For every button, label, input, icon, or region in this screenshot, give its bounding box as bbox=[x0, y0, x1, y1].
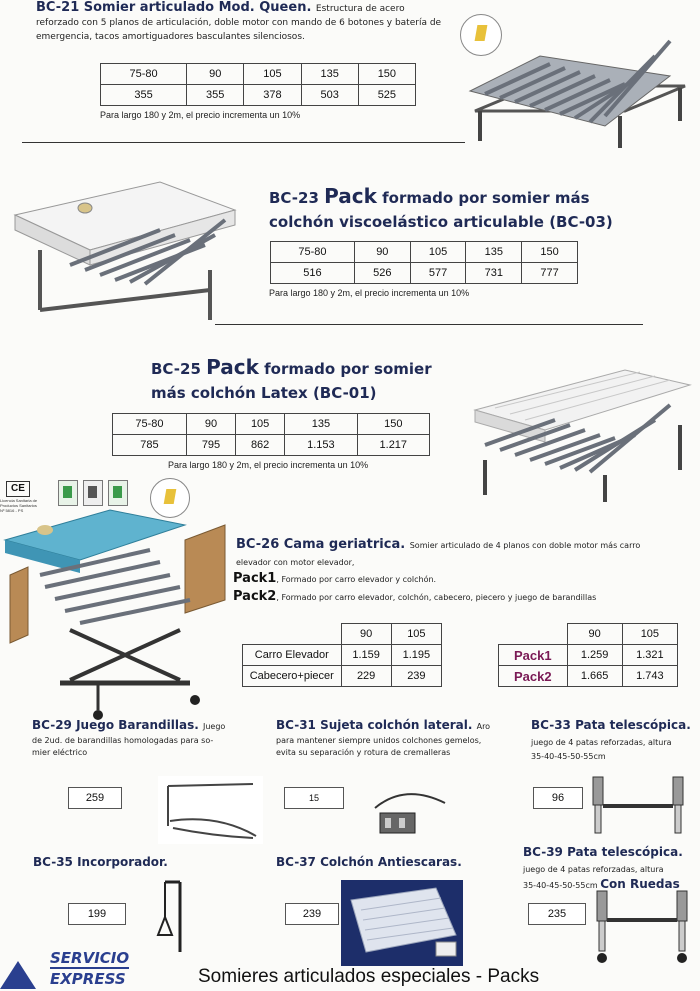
table-cell: 75-80 bbox=[101, 64, 187, 85]
bc26-title: BC-26 Cama geriatrica. Somier articulado de 4 planos con doble motor más carro bbox=[236, 537, 641, 552]
table-cell: 1.743 bbox=[622, 666, 677, 687]
table-cell: 862 bbox=[236, 435, 285, 456]
bc23-note: Para largo 180 y 2m, el precio incrementa un 10% bbox=[269, 288, 470, 298]
table-cell: 105 bbox=[622, 624, 677, 645]
bc31-price: 15 bbox=[284, 787, 344, 809]
bc39-leg-image bbox=[592, 888, 692, 968]
bc26-pack2-line: Pack2, Formado por carro elevador, colchón, cabecero, piecero y juego de barandillas bbox=[233, 589, 597, 604]
bc39-title: BC-39 Pata telescópica. bbox=[523, 845, 683, 859]
table-cell: 105 bbox=[410, 242, 466, 263]
bc26-bed-image bbox=[0, 505, 235, 725]
table-cell: 229 bbox=[341, 666, 391, 687]
table-cell: 785 bbox=[113, 435, 187, 456]
table-cell: 516 bbox=[271, 263, 355, 284]
table-cell: 90 bbox=[187, 64, 244, 85]
table-cell: 239 bbox=[391, 666, 441, 687]
bc33-desc: juego de 4 patas reforzadas, altura 35-40-45-50-55cm bbox=[531, 738, 672, 761]
table-cell: 777 bbox=[522, 263, 578, 284]
table-cell: 1.321 bbox=[622, 645, 677, 666]
table-cell: Carro Elevador bbox=[243, 645, 342, 666]
bc33-price: 96 bbox=[533, 787, 583, 809]
bc23-bed-image bbox=[10, 170, 260, 335]
bc31-title: BC-31 Sujeta colchón lateral. Aro bbox=[276, 718, 491, 732]
table-cell: 90 bbox=[341, 624, 391, 645]
table-cell bbox=[499, 624, 568, 645]
bc35-price: 199 bbox=[68, 903, 126, 925]
table-cell: 135 bbox=[285, 414, 357, 435]
bc26-desc-1: Somier articulado de 4 planos con doble motor más carro bbox=[409, 541, 641, 550]
bc39-desc: juego de 4 patas reforzadas, altura 35-40-45-50-55cm Con Ruedas bbox=[523, 865, 680, 891]
cert-badge-icon bbox=[83, 480, 103, 506]
bc33-leg-image bbox=[588, 772, 688, 840]
table-cell: 1.217 bbox=[357, 435, 429, 456]
table-cell: 795 bbox=[186, 435, 235, 456]
bc25-bed-image bbox=[455, 350, 700, 505]
cert-badge-icon bbox=[108, 480, 128, 506]
bc21-desc-3: emergencia, tacos amortiguadores basculantes silenciosos. bbox=[36, 32, 305, 42]
table-cell: 105 bbox=[236, 414, 285, 435]
bc26-right-table bbox=[498, 623, 678, 687]
table-cell: 526 bbox=[354, 263, 410, 284]
bc29-price: 259 bbox=[68, 787, 122, 809]
ce-mark-icon: CE bbox=[6, 481, 30, 497]
bc35-title: BC-35 Incorporador. bbox=[33, 855, 168, 869]
bc31-desc: para mantener siempre unidos colchones gemelos, evita su separación y rotura de cremalleras bbox=[276, 736, 482, 757]
table-cell: 1.195 bbox=[391, 645, 441, 666]
logo-arrow-icon bbox=[0, 961, 36, 989]
table-cell: 355 bbox=[101, 85, 187, 106]
bc26-left-table bbox=[242, 623, 442, 687]
bc25-title: BC-25 Pack formado por somier más colchón Latex (BC-01) bbox=[151, 355, 432, 402]
table-cell: 378 bbox=[244, 85, 301, 106]
table-cell: 150 bbox=[358, 64, 415, 85]
table-cell bbox=[243, 624, 342, 645]
table-cell: 105 bbox=[391, 624, 441, 645]
table-cell: Pack1 bbox=[499, 645, 568, 666]
bc26-desc-2: elevador con motor elevador, bbox=[236, 558, 355, 567]
bc25-price-table bbox=[112, 413, 430, 456]
bc31-clip-image bbox=[365, 778, 455, 840]
table-cell: 1.153 bbox=[285, 435, 357, 456]
table-cell: 355 bbox=[187, 85, 244, 106]
table-cell: Cabecero+piecer bbox=[243, 666, 342, 687]
servicio-express-logo bbox=[0, 945, 150, 991]
table-cell: 135 bbox=[301, 64, 358, 85]
bc23-title: BC-23 Pack formado por somier más colchón viscoelástico articulable (BC-03) bbox=[269, 184, 613, 231]
table-cell: 1.159 bbox=[341, 645, 391, 666]
table-cell: 1.259 bbox=[567, 645, 622, 666]
divider bbox=[215, 324, 643, 325]
table-cell: 731 bbox=[466, 263, 522, 284]
divider bbox=[22, 142, 465, 143]
bc37-mattress-image bbox=[341, 880, 463, 966]
table-cell: 75-80 bbox=[113, 414, 187, 435]
bc21-bed-image bbox=[455, 16, 700, 156]
table-cell: 105 bbox=[244, 64, 301, 85]
bc21-desc-2: reforzado con 5 planos de articulación, doble motor con mando de 6 botones y batería de bbox=[36, 18, 442, 28]
license-text: Licencia Sanitaria de Productos Sanitarios Nº 5816 - PS bbox=[0, 498, 38, 513]
footer-heading: Somieres articulados especiales - Packs bbox=[198, 966, 540, 987]
table-cell: 150 bbox=[522, 242, 578, 263]
table-cell: 525 bbox=[358, 85, 415, 106]
table-cell: 90 bbox=[567, 624, 622, 645]
cert-badge-icon bbox=[58, 480, 78, 506]
bc29-title: BC-29 Juego Barandillas. Juego bbox=[32, 718, 226, 732]
bc37-price: 239 bbox=[285, 903, 339, 925]
logo-line1: SERVICIO bbox=[50, 949, 130, 967]
table-cell: 90 bbox=[354, 242, 410, 263]
table-cell: 90 bbox=[186, 414, 235, 435]
bc39-price: 235 bbox=[528, 903, 586, 925]
bc23-price-table bbox=[270, 241, 578, 284]
bc33-title: BC-33 Pata telescópica. bbox=[531, 718, 691, 732]
bc26-pack1-line: Pack1, Formado por carro elevador y colchón. bbox=[233, 571, 437, 586]
bc21-desc-1: Estructura de acero bbox=[315, 4, 405, 14]
table-cell: 503 bbox=[301, 85, 358, 106]
bc35-trapeze-image bbox=[150, 877, 190, 952]
bc21-note: Para largo 180 y 2m, el precio incrementa un 10% bbox=[100, 110, 301, 120]
table-cell: Pack2 bbox=[499, 666, 568, 687]
table-cell: 577 bbox=[410, 263, 466, 284]
table-cell: 150 bbox=[357, 414, 429, 435]
bc21-title: BC-21 Somier articulado Mod. Queen. Estructura de acero bbox=[36, 0, 405, 15]
logo-line2: EXPRESS bbox=[50, 970, 126, 988]
table-cell: 1.665 bbox=[567, 666, 622, 687]
bc37-title: BC-37 Colchón Antiescaras. bbox=[276, 855, 462, 869]
table-cell: 75-80 bbox=[271, 242, 355, 263]
bc25-note: Para largo 180 y 2m, el precio incrementa un 10% bbox=[168, 460, 369, 470]
bc29-desc: de 2ud. de barandillas homologadas para so- mier eléctrico bbox=[32, 736, 214, 757]
bc21-price-table bbox=[100, 63, 416, 106]
bc29-rail-image bbox=[158, 776, 263, 844]
table-cell: 135 bbox=[466, 242, 522, 263]
